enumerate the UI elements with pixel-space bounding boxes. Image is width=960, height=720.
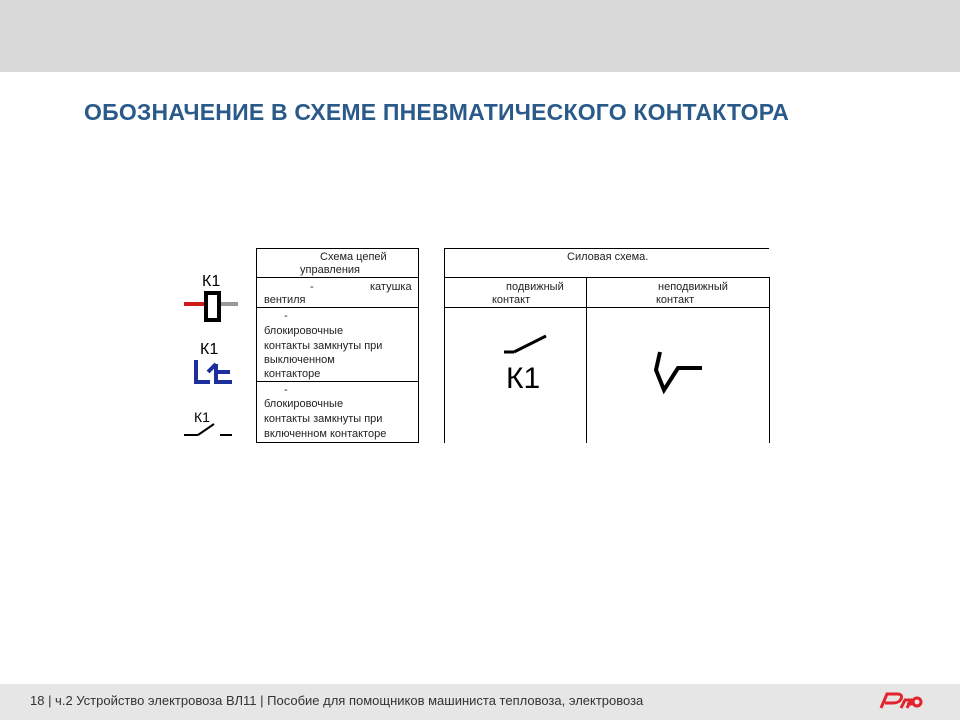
top-band	[0, 0, 960, 72]
rzd-logo-icon	[877, 690, 923, 712]
row2-line2: контакты замкнуты при	[264, 340, 383, 352]
row3-line3: включенном контакторе	[264, 428, 387, 440]
control-header-1: Схема цепей	[320, 251, 387, 263]
row1-dash: -	[310, 281, 314, 293]
row2-dash: -	[284, 310, 288, 322]
symbols-svg	[178, 264, 248, 444]
row3-line1: блокировочные	[264, 398, 344, 410]
moving-contact-label: К1	[506, 362, 541, 395]
contact-open-label: К1	[194, 409, 210, 425]
row1-word1: катушка	[370, 281, 412, 293]
contact-closed-label: К1	[200, 341, 219, 358]
coil-label: К1	[202, 273, 221, 290]
contact-blade	[198, 424, 214, 435]
fixed-contact-header-1: неподвижный	[658, 281, 728, 293]
blocking-contact-off-icon	[196, 360, 232, 382]
coil-icon	[206, 293, 219, 320]
footer-text: 18 | ч.2 Устройство электровоза ВЛ11 | Пособие для помощников машиниста тепловоза, электровоза	[30, 693, 644, 708]
moving-contact-icon	[500, 330, 560, 360]
fixed-contact-header-2: контакт	[656, 294, 695, 306]
power-header: Силовая схема.	[567, 251, 649, 263]
row2-line1: блокировочные	[264, 325, 344, 337]
row2-line4: контакторе	[264, 368, 321, 380]
moving-contact-header-2: контакт	[492, 294, 531, 306]
row2-line3: выключенном	[264, 354, 335, 366]
row3-dash: -	[284, 384, 288, 396]
page-title: ОБОЗНАЧЕНИЕ В СХЕМЕ ПНЕВМАТИЧЕСКОГО КОНТАКТОРА	[84, 99, 790, 125]
row3-line2: контакты замкнуты при	[264, 413, 383, 425]
symbols-column	[178, 264, 248, 449]
row1-word2: вентиля	[264, 294, 306, 306]
control-header-2: управления	[300, 264, 360, 276]
moving-contact-header-1: подвижный	[506, 281, 564, 293]
fixed-contact-icon	[648, 346, 708, 396]
